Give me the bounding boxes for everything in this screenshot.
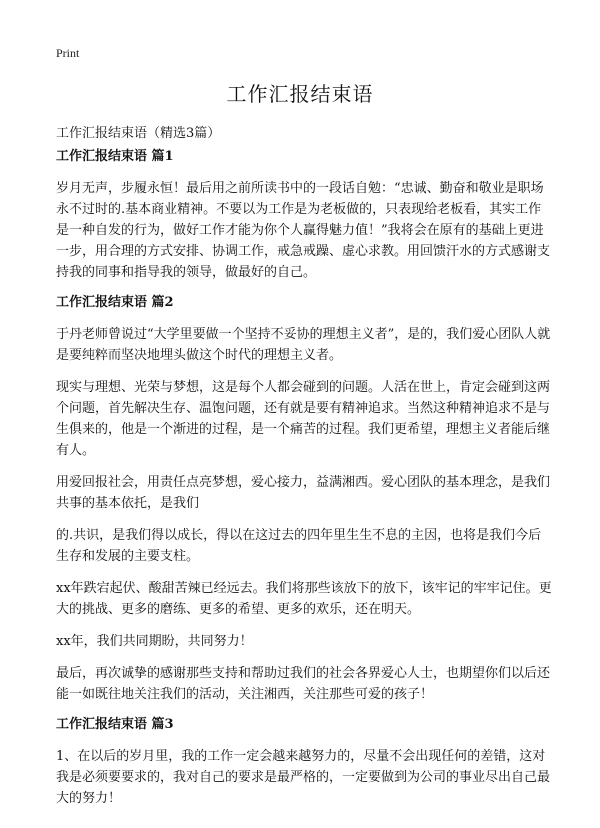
paragraph: 最后，再次诚挚的感谢那些支持和帮助过我们的社会各界爱心人士，也期望你们以后还能一如既往地关注我们的活动，关注湘西，关注那些可爱的孩子！ [56,666,551,702]
section-3 [56,716,552,809]
section-heading: 工作汇报结束语 篇2 [56,295,174,310]
page-title: 工作汇报结束语 [226,82,374,106]
paragraph: 的.共识，是我们得以成长，得以在这过去的四年里生生不息的主因，也将是我们今后生存和发展的主要支柱。 [56,528,542,564]
section-heading: 工作汇报结束语 篇1 [56,149,174,164]
paragraph: 于丹老师曾说过“大学里要做一个坚持不妥协的理想主义者”，是的，我们爱心团队人就是要纯粹而坚决地埋头做这个时代的理想主义者。 [56,327,551,363]
document-subtitle: 工作汇报结束语（精选3篇） [56,126,221,141]
paragraph: 1、在以后的岁月里，我的工作一定会越来越努力的，尽量不会出现任何的差错，这对我是必须要要求的，我对自己的要求是最严格的，一定要做到为公司的事业尽出自己最大的努力！ [56,749,551,806]
section-heading: 工作汇报结束语 篇3 [56,717,174,732]
paragraph: xx年跌宕起伏、酸甜苦辣已经远去。我们将那些该放下的放下，该牢记的牢牢记住。更大的挑战、更多的磨练、更多的希望、更多的欢乐，还在明天。 [56,581,552,617]
print-link[interactable]: Print [56,46,80,60]
paragraph: 用爱回报社会，用责任点亮梦想，爱心接力，益满湘西。爱心团队的基本理念，是我们共事的基本依托，是我们 [56,475,551,511]
paragraph: 现实与理想、光荣与梦想，这是每个人都会碰到的问题。人活在世上，肯定会碰到这两个问题，首先解决生存、温饱问题，还有就是要有精神追求。当然这种精神追求不是与生俱来的，他是一个渐进的过程，是一个痛苦的过程。我们更希望，理想主义者能后继有人。 [56,380,551,458]
section-2 [56,294,552,705]
paragraph: 岁月无声，步履永恒！最后用之前所读书中的一段话自勉：“忠诚、勤奋和敬业是职场永不过时的.基本商业精神。不要以为工作是为老板做的，只表现给老板看，其实工作是一种自发的行为，做好工作才能为你个人赢得魅力值！”我将会在原有的基础上更进一步，用合理的方式安排、协调工作，戒急戒躁、虚心求教。用回馈汗水的方式感谢支持我的同事和指导我的领导，做最好的自己。 [56,181,551,280]
section-1 [56,148,552,283]
paragraph: xx年，我们共同期盼，共同努力！ [56,634,253,649]
document-body [56,148,552,820]
